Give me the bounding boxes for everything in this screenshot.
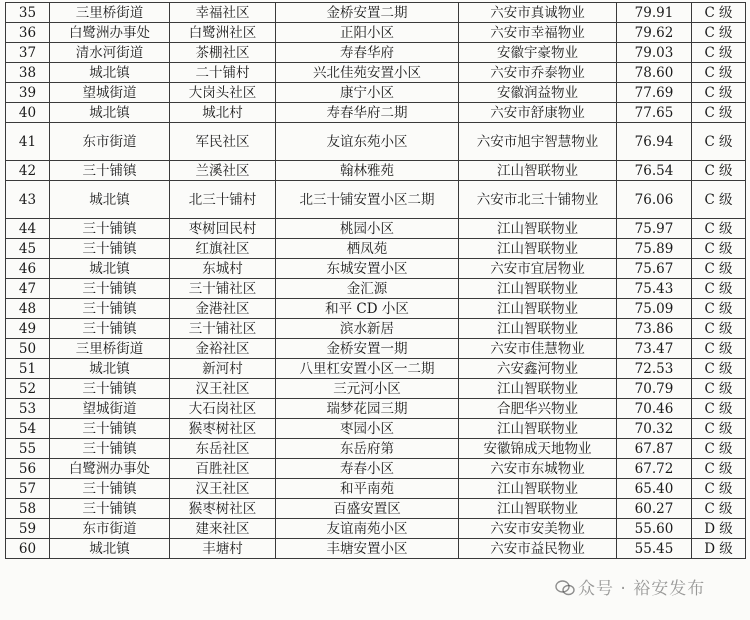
row-number-cell: 46 <box>6 259 50 279</box>
row-number-cell: 53 <box>6 399 50 419</box>
street-office-cell: 三十铺镇 <box>50 319 170 339</box>
row-number-cell: 50 <box>6 339 50 359</box>
property-company-cell: 六安市佳慧物业 <box>459 339 617 359</box>
community-name-cell: 东城村 <box>170 259 276 279</box>
project-name-cell: 寿春小区 <box>276 459 459 479</box>
grade-cell: C 级 <box>692 181 746 219</box>
row-number-cell: 52 <box>6 379 50 399</box>
property-company-cell: 六安市舒康物业 <box>459 103 617 123</box>
community-name-cell: 大石岗社区 <box>170 399 276 419</box>
community-name-cell: 百胜社区 <box>170 459 276 479</box>
property-company-cell: 江山智联物业 <box>459 161 617 181</box>
row-number-cell: 51 <box>6 359 50 379</box>
row-number-cell: 45 <box>6 239 50 259</box>
grade-cell: C 级 <box>692 239 746 259</box>
grade-cell: C 级 <box>692 259 746 279</box>
street-office-cell: 城北镇 <box>50 63 170 83</box>
project-name-cell: 和平 CD 小区 <box>276 299 459 319</box>
grade-cell: C 级 <box>692 219 746 239</box>
property-company-cell: 江山智联物业 <box>459 219 617 239</box>
row-number-cell: 41 <box>6 123 50 161</box>
score-cell: 67.72 <box>617 459 692 479</box>
project-name-cell: 正阳小区 <box>276 23 459 43</box>
property-company-cell: 六安市真诚物业 <box>459 3 617 23</box>
street-office-cell: 白鹭洲办事处 <box>50 23 170 43</box>
street-office-cell: 三十铺镇 <box>50 499 170 519</box>
table-row <box>6 399 746 419</box>
row-number-cell: 55 <box>6 439 50 459</box>
project-name-cell: 金汇源 <box>276 279 459 299</box>
community-name-cell: 三十铺社区 <box>170 279 276 299</box>
street-office-cell: 三里桥街道 <box>50 339 170 359</box>
row-number-cell: 47 <box>6 279 50 299</box>
street-office-cell: 三十铺镇 <box>50 299 170 319</box>
community-name-cell: 丰塘村 <box>170 539 276 559</box>
score-cell: 75.97 <box>617 219 692 239</box>
community-name-cell: 金裕社区 <box>170 339 276 359</box>
score-cell: 70.46 <box>617 399 692 419</box>
table-row <box>6 43 746 63</box>
row-number-cell: 58 <box>6 499 50 519</box>
table-row <box>6 479 746 499</box>
project-name-cell: 八里杠安置小区一二期 <box>276 359 459 379</box>
table-row <box>6 339 746 359</box>
community-name-cell: 红旗社区 <box>170 239 276 259</box>
table-row <box>6 181 746 219</box>
score-cell: 75.43 <box>617 279 692 299</box>
score-cell: 78.60 <box>617 63 692 83</box>
project-name-cell: 金桥安置二期 <box>276 3 459 23</box>
grade-cell: C 级 <box>692 161 746 181</box>
project-name-cell: 滨水新居 <box>276 319 459 339</box>
score-cell: 65.40 <box>617 479 692 499</box>
score-cell: 76.06 <box>617 181 692 219</box>
street-office-cell: 三十铺镇 <box>50 479 170 499</box>
property-company-cell: 江山智联物业 <box>459 479 617 499</box>
project-name-cell: 友谊南苑小区 <box>276 519 459 539</box>
table-row <box>6 279 746 299</box>
property-company-cell: 六安市宜居物业 <box>459 259 617 279</box>
community-name-cell: 猴枣树社区 <box>170 419 276 439</box>
street-office-cell: 三里桥街道 <box>50 3 170 23</box>
row-number-cell: 36 <box>6 23 50 43</box>
table-row <box>6 359 746 379</box>
table-row <box>6 23 746 43</box>
grade-cell: C 级 <box>692 43 746 63</box>
table-row <box>6 299 746 319</box>
row-number-cell: 57 <box>6 479 50 499</box>
grade-cell: C 级 <box>692 339 746 359</box>
project-name-cell: 东岳府第 <box>276 439 459 459</box>
street-office-cell: 三十铺镇 <box>50 161 170 181</box>
score-cell: 75.67 <box>617 259 692 279</box>
project-name-cell: 栖凤苑 <box>276 239 459 259</box>
table-body <box>6 3 746 559</box>
street-office-cell: 城北镇 <box>50 359 170 379</box>
street-office-cell: 望城街道 <box>50 399 170 419</box>
project-name-cell: 翰林雅苑 <box>276 161 459 181</box>
community-name-cell: 幸福社区 <box>170 3 276 23</box>
grade-cell: C 级 <box>692 379 746 399</box>
table-row <box>6 63 746 83</box>
score-cell: 77.69 <box>617 83 692 103</box>
grade-cell: C 级 <box>692 439 746 459</box>
score-cell: 55.60 <box>617 519 692 539</box>
score-cell: 60.27 <box>617 499 692 519</box>
community-name-cell: 茶棚社区 <box>170 43 276 63</box>
table-row <box>6 123 746 161</box>
grade-cell: D 级 <box>692 519 746 539</box>
project-name-cell: 百盛安置区 <box>276 499 459 519</box>
row-number-cell: 49 <box>6 319 50 339</box>
table-row <box>6 459 746 479</box>
project-name-cell: 丰塘安置小区 <box>276 539 459 559</box>
street-office-cell: 三十铺镇 <box>50 239 170 259</box>
project-name-cell: 康宁小区 <box>276 83 459 103</box>
community-name-cell: 白鹭洲社区 <box>170 23 276 43</box>
row-number-cell: 44 <box>6 219 50 239</box>
row-number-cell: 48 <box>6 299 50 319</box>
project-name-cell: 桃园小区 <box>276 219 459 239</box>
grade-cell: C 级 <box>692 399 746 419</box>
row-number-cell: 59 <box>6 519 50 539</box>
row-number-cell: 38 <box>6 63 50 83</box>
grade-cell: C 级 <box>692 279 746 299</box>
property-company-cell: 江山智联物业 <box>459 379 617 399</box>
row-number-cell: 40 <box>6 103 50 123</box>
community-name-cell: 兰溪社区 <box>170 161 276 181</box>
row-number-cell: 39 <box>6 83 50 103</box>
table-row <box>6 519 746 539</box>
street-office-cell: 三十铺镇 <box>50 439 170 459</box>
table-row <box>6 259 746 279</box>
grade-cell: C 级 <box>692 83 746 103</box>
grade-cell: C 级 <box>692 23 746 43</box>
property-company-cell: 六安市益民物业 <box>459 539 617 559</box>
project-name-cell: 金桥安置一期 <box>276 339 459 359</box>
property-rating-table <box>5 2 746 559</box>
property-company-cell: 江山智联物业 <box>459 319 617 339</box>
property-company-cell: 江山智联物业 <box>459 239 617 259</box>
street-office-cell: 城北镇 <box>50 103 170 123</box>
grade-cell: D 级 <box>692 539 746 559</box>
grade-cell: C 级 <box>692 459 746 479</box>
watermark <box>555 574 705 599</box>
row-number-cell: 37 <box>6 43 50 63</box>
table-row <box>6 83 746 103</box>
table-row <box>6 103 746 123</box>
row-number-cell: 42 <box>6 161 50 181</box>
property-company-cell: 安徽润益物业 <box>459 83 617 103</box>
project-name-cell: 寿春华府 <box>276 43 459 63</box>
community-name-cell: 三十铺社区 <box>170 319 276 339</box>
community-name-cell: 猴枣树社区 <box>170 499 276 519</box>
table-row <box>6 319 746 339</box>
row-number-cell: 43 <box>6 181 50 219</box>
community-name-cell: 二十铺村 <box>170 63 276 83</box>
street-office-cell: 城北镇 <box>50 539 170 559</box>
community-name-cell: 汉王社区 <box>170 479 276 499</box>
street-office-cell: 东市街道 <box>50 123 170 161</box>
project-name-cell: 寿春华府二期 <box>276 103 459 123</box>
community-name-cell: 汉王社区 <box>170 379 276 399</box>
grade-cell: C 级 <box>692 103 746 123</box>
community-name-cell: 军民社区 <box>170 123 276 161</box>
score-cell: 75.89 <box>617 239 692 259</box>
street-office-cell: 三十铺镇 <box>50 419 170 439</box>
grade-cell: C 级 <box>692 419 746 439</box>
score-cell: 73.86 <box>617 319 692 339</box>
property-company-cell: 江山智联物业 <box>459 279 617 299</box>
row-number-cell: 54 <box>6 419 50 439</box>
score-cell: 76.94 <box>617 123 692 161</box>
project-name-cell: 和平南苑 <box>276 479 459 499</box>
row-number-cell: 35 <box>6 3 50 23</box>
wechat-icon <box>555 580 575 596</box>
street-office-cell: 三十铺镇 <box>50 379 170 399</box>
property-company-cell: 六安市乔泰物业 <box>459 63 617 83</box>
table-row <box>6 439 746 459</box>
property-company-cell: 安徽锦成天地物业 <box>459 439 617 459</box>
table-row <box>6 3 746 23</box>
score-cell: 77.65 <box>617 103 692 123</box>
table-row <box>6 161 746 181</box>
score-cell: 75.09 <box>617 299 692 319</box>
score-cell: 70.32 <box>617 419 692 439</box>
grade-cell: C 级 <box>692 3 746 23</box>
street-office-cell: 清水河街道 <box>50 43 170 63</box>
score-cell: 79.62 <box>617 23 692 43</box>
score-cell: 67.87 <box>617 439 692 459</box>
street-office-cell: 城北镇 <box>50 259 170 279</box>
community-name-cell: 城北村 <box>170 103 276 123</box>
property-company-cell: 安徽宇豪物业 <box>459 43 617 63</box>
project-name-cell: 三元河小区 <box>276 379 459 399</box>
street-office-cell: 望城街道 <box>50 83 170 103</box>
project-name-cell: 北三十铺安置小区二期 <box>276 181 459 219</box>
project-name-cell: 瑞梦花园三期 <box>276 399 459 419</box>
community-name-cell: 新河村 <box>170 359 276 379</box>
score-cell: 73.47 <box>617 339 692 359</box>
property-company-cell: 六安市旭宇智慧物业 <box>459 123 617 161</box>
grade-cell: C 级 <box>692 319 746 339</box>
property-company-cell: 江山智联物业 <box>459 419 617 439</box>
score-cell: 70.79 <box>617 379 692 399</box>
property-company-cell: 江山智联物业 <box>459 299 617 319</box>
project-name-cell: 兴北佳苑安置小区 <box>276 63 459 83</box>
property-company-cell: 江山智联物业 <box>459 499 617 519</box>
property-company-cell: 六安市安美物业 <box>459 519 617 539</box>
community-name-cell: 东岳社区 <box>170 439 276 459</box>
property-company-cell: 六安市幸福物业 <box>459 23 617 43</box>
score-cell: 79.03 <box>617 43 692 63</box>
score-cell: 55.45 <box>617 539 692 559</box>
score-cell: 79.91 <box>617 3 692 23</box>
community-name-cell: 建来社区 <box>170 519 276 539</box>
property-company-cell: 六安市北三十铺物业 <box>459 181 617 219</box>
street-office-cell: 三十铺镇 <box>50 279 170 299</box>
grade-cell: C 级 <box>692 359 746 379</box>
community-name-cell: 大岗头社区 <box>170 83 276 103</box>
project-name-cell: 枣园小区 <box>276 419 459 439</box>
street-office-cell: 白鹭洲办事处 <box>50 459 170 479</box>
street-office-cell: 城北镇 <box>50 181 170 219</box>
table-row <box>6 219 746 239</box>
watermark-text: 众号 · 裕安发布 <box>578 579 706 599</box>
community-name-cell: 北三十铺村 <box>170 181 276 219</box>
property-company-cell: 六安鑫河物业 <box>459 359 617 379</box>
score-cell: 76.54 <box>617 161 692 181</box>
table-row <box>6 379 746 399</box>
table-row <box>6 499 746 519</box>
grade-cell: C 级 <box>692 123 746 161</box>
street-office-cell: 三十铺镇 <box>50 219 170 239</box>
row-number-cell: 56 <box>6 459 50 479</box>
row-number-cell: 60 <box>6 539 50 559</box>
table-row <box>6 539 746 559</box>
property-company-cell: 合肥华兴物业 <box>459 399 617 419</box>
grade-cell: C 级 <box>692 299 746 319</box>
grade-cell: C 级 <box>692 63 746 83</box>
table-row <box>6 239 746 259</box>
grade-cell: C 级 <box>692 479 746 499</box>
score-cell: 72.53 <box>617 359 692 379</box>
grade-cell: C 级 <box>692 499 746 519</box>
table-row <box>6 419 746 439</box>
community-name-cell: 金港社区 <box>170 299 276 319</box>
property-company-cell: 六安市东城物业 <box>459 459 617 479</box>
community-name-cell: 枣树回民村 <box>170 219 276 239</box>
street-office-cell: 东市街道 <box>50 519 170 539</box>
project-name-cell: 友谊东苑小区 <box>276 123 459 161</box>
project-name-cell: 东城安置小区 <box>276 259 459 279</box>
